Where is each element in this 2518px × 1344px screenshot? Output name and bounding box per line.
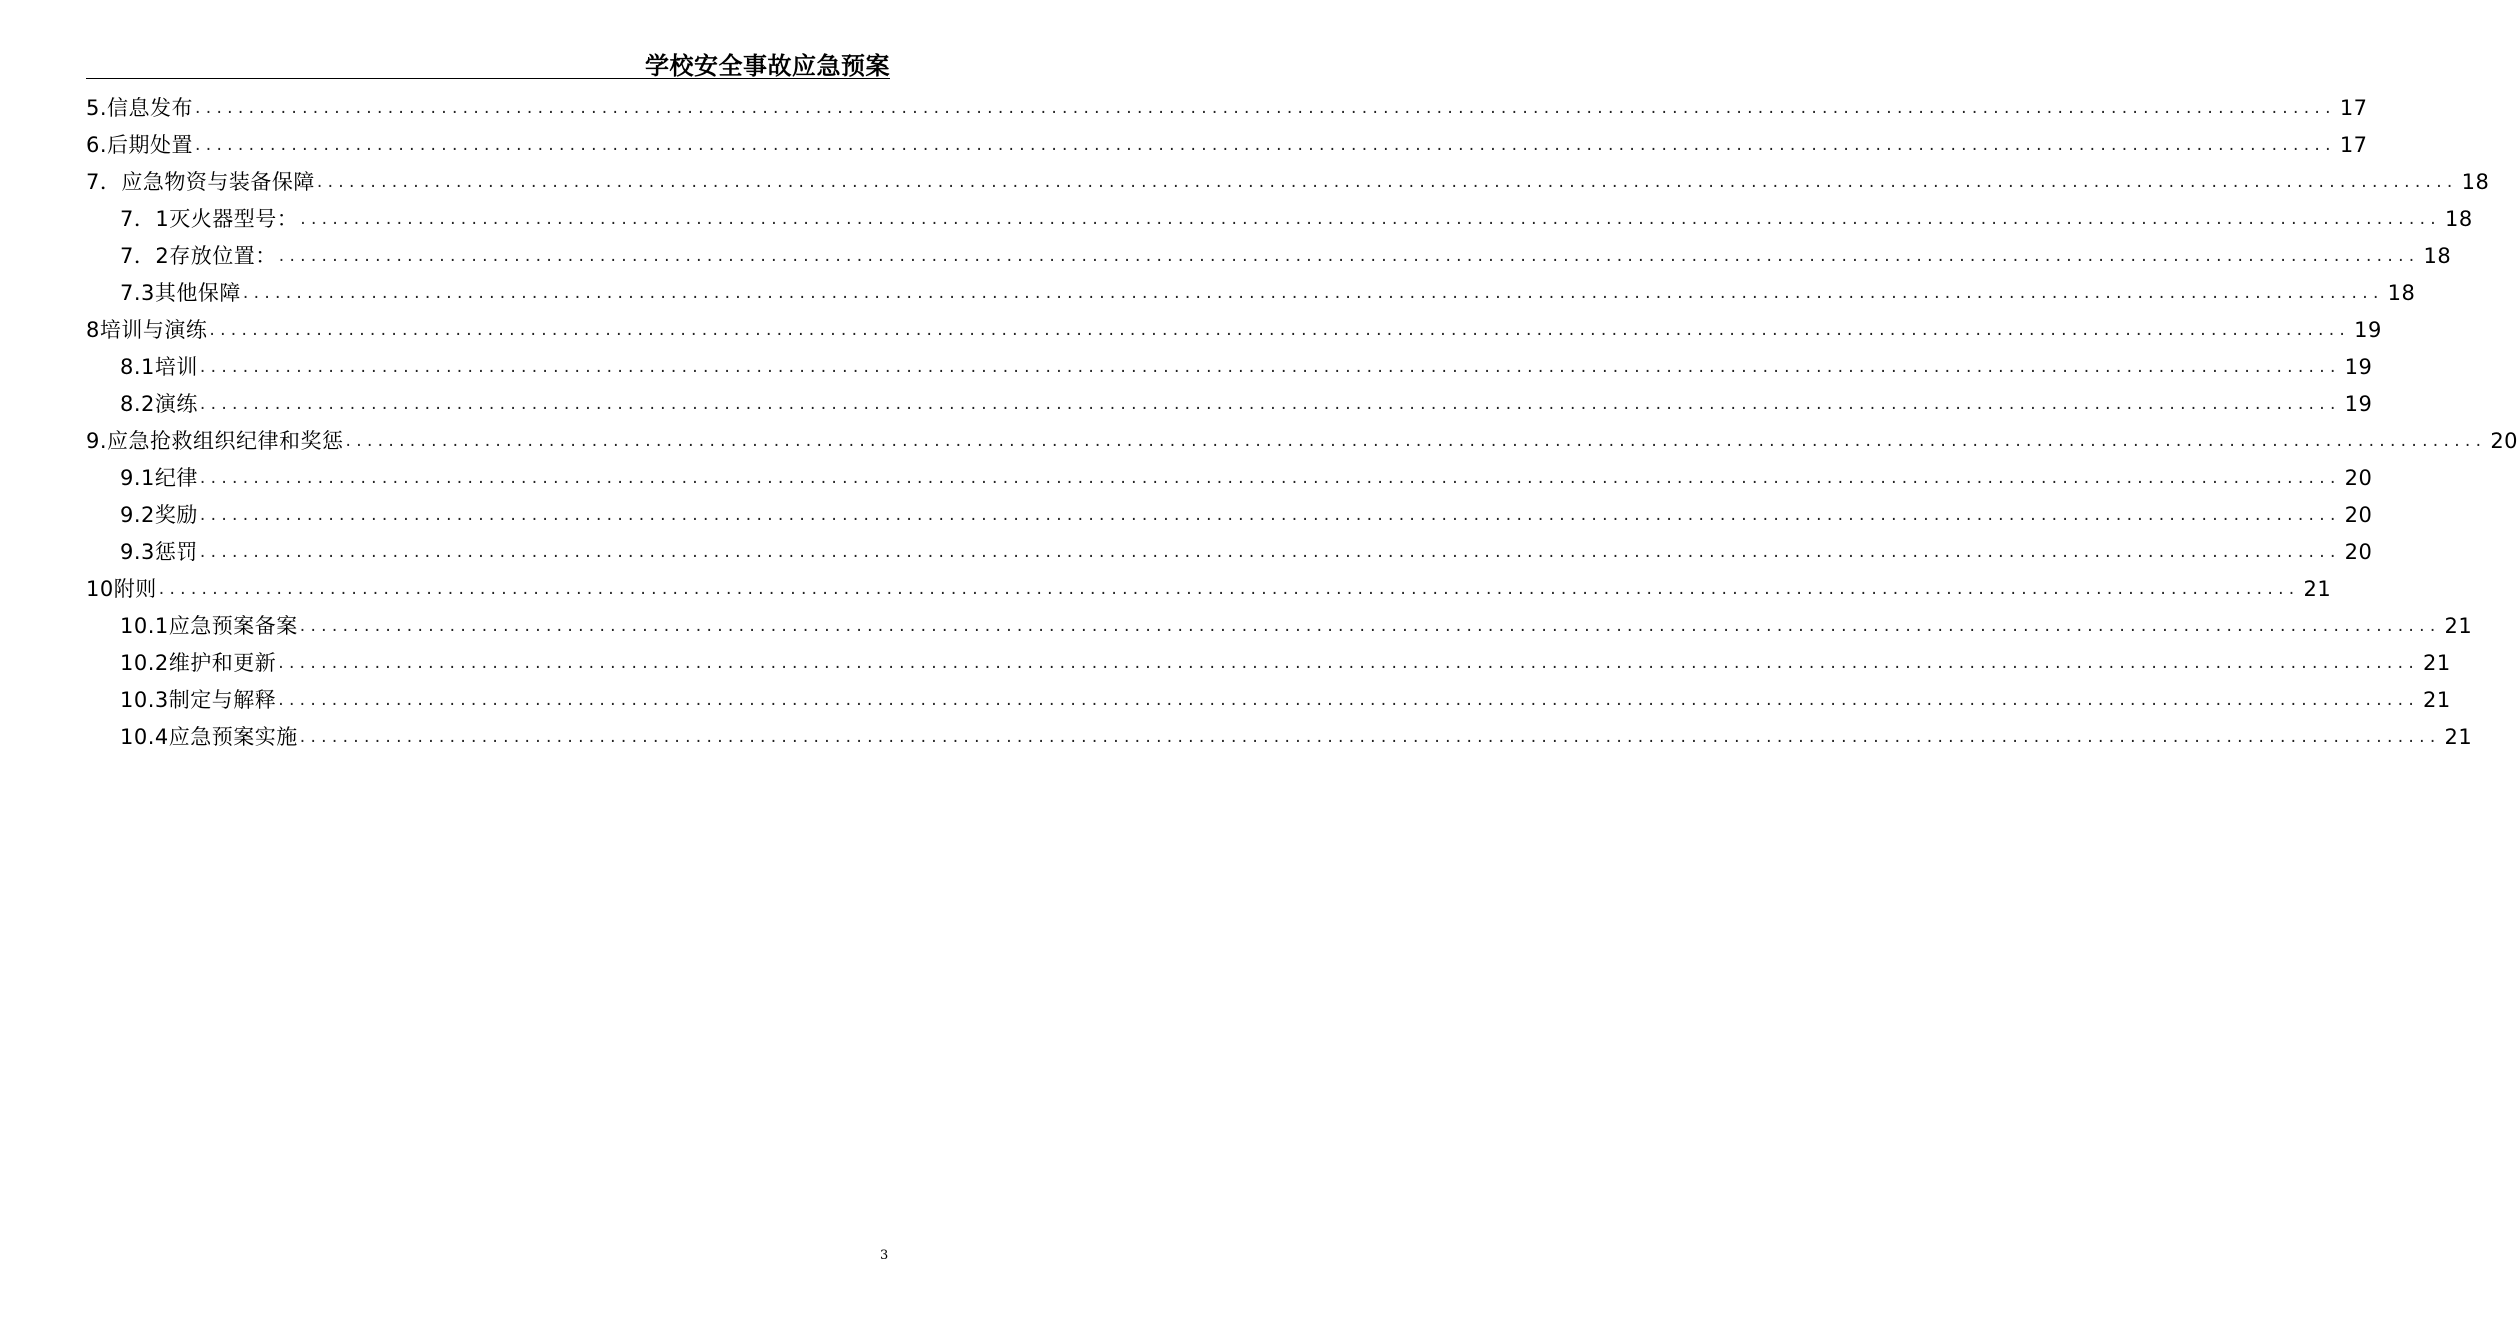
toc-dot-leader: ........................................................................................................................................................................................................: [278, 690, 2420, 710]
toc-entry-page: 21: [2423, 688, 2451, 712]
toc-dot-leader: ........................................................................................................................................................................................................: [199, 505, 2341, 525]
toc-dot-leader: ........................................................................................................................................................................................................: [278, 653, 2420, 673]
toc-entry[interactable]: [86, 719, 2473, 756]
toc-entry[interactable]: [86, 497, 2373, 534]
toc-entry[interactable]: [86, 275, 2416, 312]
toc-entry[interactable]: [86, 534, 2373, 571]
toc-entry[interactable]: [86, 90, 2368, 127]
toc-entry[interactable]: [86, 386, 2373, 423]
toc-entry-label: 8.2演练: [120, 392, 198, 416]
toc-entry-page: 18: [2461, 170, 2490, 194]
toc-entry-label: 9.3惩罚: [120, 540, 198, 564]
toc-dot-leader: ........................................................................................................................................................................................................: [316, 172, 2458, 192]
toc-entry-label: 7.3其他保障: [120, 281, 241, 305]
toc-dot-leader: ........................................................................................................................................................................................................: [199, 468, 2341, 488]
toc-entry-page: 20: [2344, 466, 2373, 490]
toc-entry[interactable]: [86, 238, 2452, 275]
toc-entry-page: 21: [2423, 651, 2451, 675]
toc-entry-label: 10附则: [86, 577, 157, 601]
toc-entry[interactable]: [86, 312, 2382, 349]
toc-dot-leader: ........................................................................................................................................................................................................: [345, 431, 2487, 451]
toc-dot-leader: ........................................................................................................................................................................................................: [195, 135, 2336, 155]
page-header: [86, 44, 890, 79]
toc-entry-page: 17: [2339, 96, 2368, 120]
toc-dot-leader: ........................................................................................................................................................................................................: [209, 320, 2351, 340]
toc-entry-page: 21: [2444, 614, 2473, 638]
toc-entry-page: 18: [2423, 244, 2452, 268]
toc-entry[interactable]: [86, 571, 2332, 608]
toc-dot-leader: ........................................................................................................................................................................................................: [158, 579, 2300, 599]
page-number: 3: [880, 1248, 889, 1263]
toc-entry-label: 10.3制定与解释: [120, 688, 277, 712]
toc-dot-leader: ........................................................................................................................................................................................................: [299, 727, 2441, 747]
toc-entry[interactable]: [86, 127, 2368, 164]
toc-entry[interactable]: [86, 682, 2451, 719]
toc-entry-label: 7．应急物资与装备保障: [86, 170, 315, 194]
toc-entry-label: 9.1纪律: [120, 466, 198, 490]
toc-entry-label: 9.应急抢救组织纪律和奖惩: [86, 429, 344, 453]
toc-dot-leader: ........................................................................................................................................................................................................: [299, 616, 2441, 636]
document-title: 学校安全事故应急预案: [645, 52, 890, 80]
toc-entry[interactable]: [86, 201, 2473, 238]
toc-entry-label: 8培训与演练: [86, 318, 208, 342]
toc-entry[interactable]: [86, 164, 2490, 201]
toc-entry-page: 21: [2444, 725, 2473, 749]
toc-entry-label: 10.2维护和更新: [120, 651, 277, 675]
toc-dot-leader: ........................................................................................................................................................................................................: [278, 246, 2420, 266]
toc-dot-leader: ........................................................................................................................................................................................................: [242, 283, 2384, 303]
toc-entry-page: 20: [2344, 540, 2373, 564]
toc-entry-label: 10.1应急预案备案: [120, 614, 298, 638]
toc-entry-label: 7．2存放位置：: [120, 244, 277, 268]
toc-entry[interactable]: [86, 460, 2373, 497]
toc-dot-leader: ........................................................................................................................................................................................................: [199, 542, 2341, 562]
toc-entry-label: 8.1培训: [120, 355, 198, 379]
toc-entry-label: 9.2奖励: [120, 503, 198, 527]
toc-entry-page: 19: [2344, 392, 2373, 416]
toc-entry-page: 20: [2344, 503, 2373, 527]
toc-dot-leader: ........................................................................................................................................................................................................: [199, 394, 2341, 414]
toc-entry-label: 5.信息发布: [86, 96, 194, 120]
table-of-contents: [86, 90, 2518, 756]
toc-entry-label: 7．1灭火器型号：: [120, 207, 299, 231]
toc-entry-page: 18: [2387, 281, 2416, 305]
toc-entry[interactable]: [86, 423, 2518, 460]
toc-entry[interactable]: [86, 349, 2373, 386]
toc-dot-leader: ........................................................................................................................................................................................................: [300, 209, 2441, 229]
toc-entry-label: 6.后期处置: [86, 133, 194, 157]
toc-entry-page: 17: [2339, 133, 2368, 157]
toc-dot-leader: ........................................................................................................................................................................................................: [195, 98, 2336, 118]
toc-entry-page: 19: [2354, 318, 2382, 342]
toc-entry[interactable]: [86, 645, 2451, 682]
toc-entry-page: 19: [2344, 355, 2373, 379]
toc-dot-leader: ........................................................................................................................................................................................................: [199, 357, 2341, 377]
toc-entry[interactable]: [86, 608, 2473, 645]
toc-entry-page: 21: [2303, 577, 2332, 601]
toc-entry-page: 18: [2445, 207, 2473, 231]
toc-entry-page: 20: [2490, 429, 2518, 453]
toc-entry-label: 10.4应急预案实施: [120, 725, 298, 749]
